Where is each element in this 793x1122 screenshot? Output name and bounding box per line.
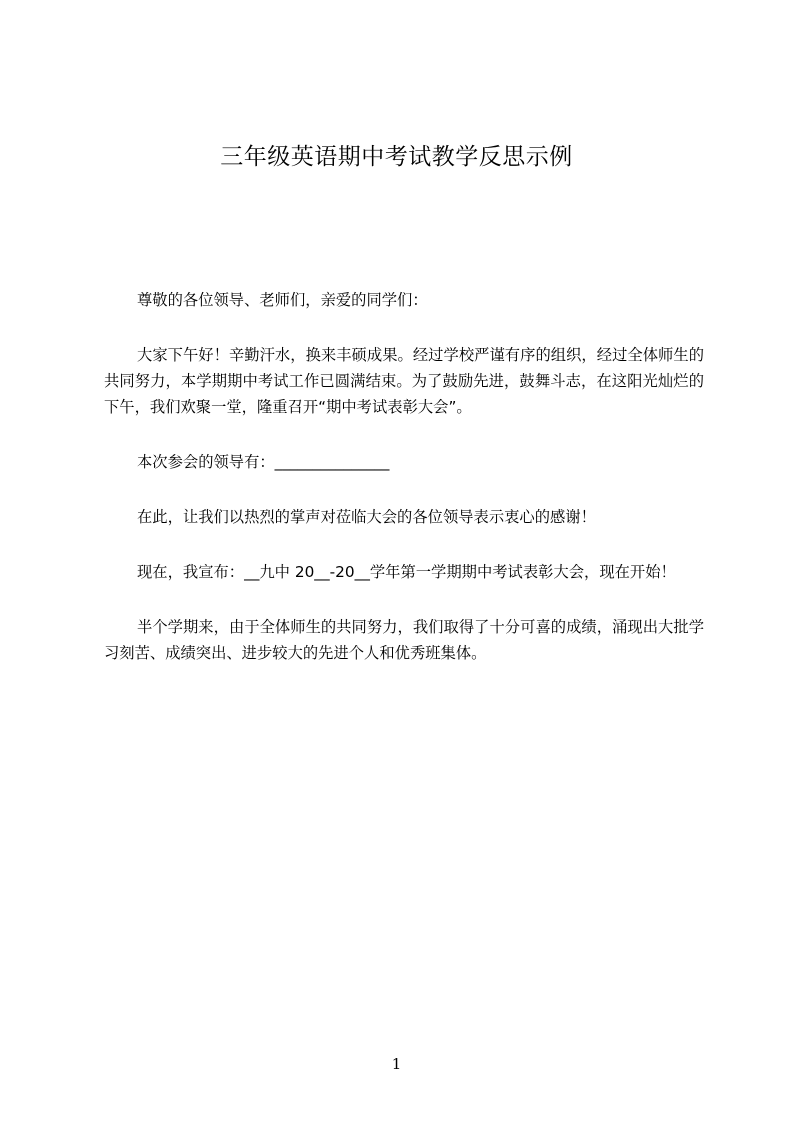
leaders-paragraph: 本次参会的领导有：_______________: [137, 453, 390, 471]
announcement-paragraph: 现在，我宣布：__九中 20__-20__学年第一学期期中考试表彰大会，现在开始！: [137, 563, 676, 581]
achievement-paragraph: 半个学期来，由于全体师生的共同努力，我们取得了十分可喜的成绩，涌现出大批学习刻苦、成绩突出、进步较大的先进个人和优秀班集体。: [104, 618, 704, 662]
page-number: 1: [391, 1055, 402, 1073]
document-body: [104, 287, 704, 695]
document-title: 三年级英语期中考试教学反思示例: [220, 144, 573, 170]
salutation-paragraph: 尊敬的各位领导、老师们，亲爱的同学们：: [137, 291, 428, 309]
opening-paragraph: 大家下午好！辛勤汗水，换来丰硕成果。经过学校严谨有序的组织，经过全体师生的共同努力，本学期期中考试工作已圆满结束。为了鼓励先进，鼓舞斗志，在这阳光灿烂的下午，我们欢聚一堂，隆重召开“期中考试表彰大会”。: [104, 346, 704, 416]
thanks-paragraph: 在此，让我们以热烈的掌声对莅临大会的各位领导表示衷心的感谢！: [137, 508, 596, 526]
